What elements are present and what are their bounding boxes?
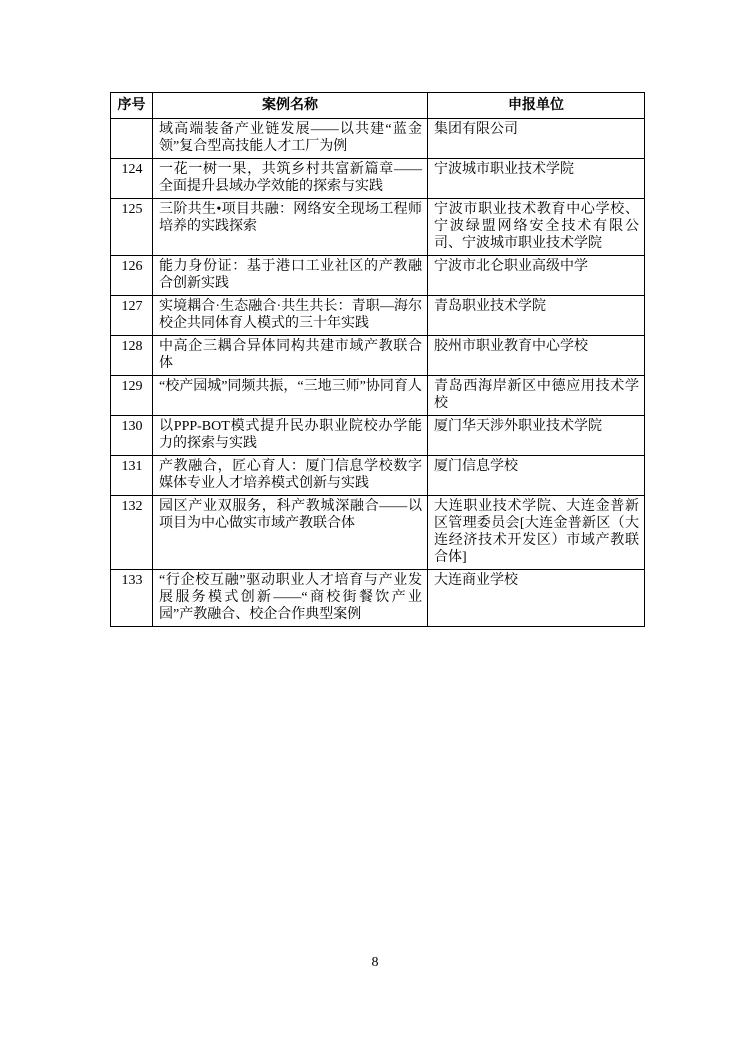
row-case-name: 能力身份证：基于港口工业社区的产教融合创新实践: [153, 256, 428, 296]
table-row: [111, 199, 645, 256]
row-case-name: 中高企三耦合异体同构共建市域产教联合体: [153, 336, 428, 376]
row-case-name: “行企校互融”驱动职业人才培育与产业发展服务模式创新——“商校街餐饮产业园”产教融合、校企合作典型案例: [153, 570, 428, 627]
row-case-name: 以PPP-BOT模式提升民办职业院校办学能力的探索与实践: [153, 416, 428, 456]
header-serial-number: 序号: [111, 93, 153, 119]
row-applicant-unit: 胶州市职业教育中心学校: [428, 336, 645, 376]
table-row: [111, 159, 645, 199]
row-applicant-unit: 青岛职业技术学院: [428, 296, 645, 336]
table-row: [111, 496, 645, 570]
row-serial-number: 125: [111, 199, 153, 256]
header-row: [111, 93, 645, 119]
row-case-name: 三阶共生•项目共融：网络安全现场工程师培养的实践探索: [153, 199, 428, 256]
header-case-name: 案例名称: [153, 93, 428, 119]
row-applicant-unit: 集团有限公司: [428, 119, 645, 159]
row-applicant-unit: 大连商业学校: [428, 570, 645, 627]
row-serial-number: 124: [111, 159, 153, 199]
row-serial-number: 133: [111, 570, 153, 627]
row-applicant-unit: 大连职业技术学院、大连金普新区管理委员会[大连金普新区（大连经济技术开发区）市域产教联合体]: [428, 496, 645, 570]
row-serial-number: 132: [111, 496, 153, 570]
row-serial-number: 129: [111, 376, 153, 416]
row-case-name: 产教融合，匠心育人：厦门信息学校数字媒体专业人才培养模式创新与实践: [153, 456, 428, 496]
row-case-name: 实境耦合·生态融合·共生共长：青职—海尔校企共同体育人模式的三十年实践: [153, 296, 428, 336]
row-applicant-unit: 宁波市职业技术教育中心学校、宁波绿盟网络安全技术有限公司、宁波城市职业技术学院: [428, 199, 645, 256]
header-applicant-unit: 申报单位: [428, 93, 645, 119]
table-row: [111, 336, 645, 376]
row-serial-number: 128: [111, 336, 153, 376]
table-row: [111, 376, 645, 416]
row-case-name: 一花一树一果，共筑乡村共富新篇章——全面提升县域办学效能的探索与实践: [153, 159, 428, 199]
table-row: [111, 456, 645, 496]
row-applicant-unit: 厦门信息学校: [428, 456, 645, 496]
page-number: 8: [371, 955, 379, 970]
table-row: [111, 416, 645, 456]
row-serial-number: 130: [111, 416, 153, 456]
row-serial-number: 127: [111, 296, 153, 336]
row-applicant-unit: 厦门华天涉外职业技术学院: [428, 416, 645, 456]
row-applicant-unit: 青岛西海岸新区中德应用技术学校: [428, 376, 645, 416]
row-serial-number: [111, 119, 153, 159]
case-table-header: [111, 93, 645, 119]
case-table-body: [111, 119, 645, 627]
table-row: [111, 256, 645, 296]
table-row: [111, 296, 645, 336]
row-case-name: 域高端装备产业链发展——以共建“蓝金领”复合型高技能人才工厂为例: [153, 119, 428, 159]
row-applicant-unit: 宁波城市职业技术学院: [428, 159, 645, 199]
row-case-name: “校产园城”同频共振，“三地三师”协同育人: [153, 376, 428, 416]
row-serial-number: 126: [111, 256, 153, 296]
row-serial-number: 131: [111, 456, 153, 496]
table-row: [111, 119, 645, 159]
row-applicant-unit: 宁波市北仑职业高级中学: [428, 256, 645, 296]
case-table: [110, 92, 645, 627]
table-row: [111, 570, 645, 627]
row-case-name: 园区产业双服务，科产教城深融合——以项目为中心做实市域产教联合体: [153, 496, 428, 570]
